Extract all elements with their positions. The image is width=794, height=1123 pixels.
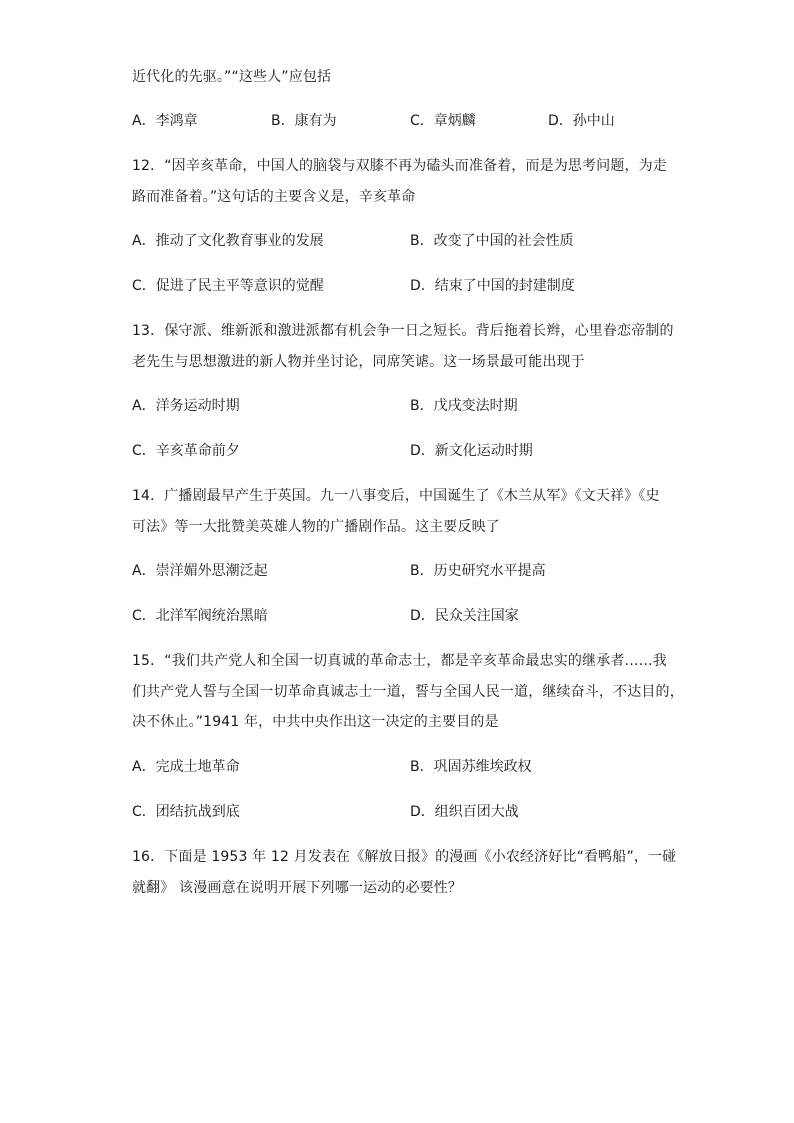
q11-option-b: B．康有为 [271, 113, 337, 129]
q13-option-d: D．新文化运动时期 [410, 443, 533, 459]
q12-option-d: D．结束了中国的封建制度 [410, 278, 575, 294]
q14-option-a: A．崇洋媚外思潮泛起 [132, 563, 268, 579]
q15-option-a: A．完成土地革命 [132, 759, 240, 775]
q12-option-b: B．改变了中国的社会性质 [410, 233, 574, 249]
q12-stem-line-1: 12．“因辛亥革命，中国人的脑袋与双膝不再为磕头而准备着，而是为思考问题，为走 [132, 158, 667, 174]
q15-option-d: D．组织百团大战 [410, 804, 519, 820]
q15-stem-line-2: 们共产党人誓与全国一切革命真诚志士一道，誓与全国人民一道，继续奋斗，不达目的， [132, 684, 684, 700]
q15-stem-line-3: 决不休止。”1941 年，中共中央作出这一决定的主要目的是 [132, 714, 499, 730]
q13-option-c: C．辛亥革命前夕 [132, 443, 240, 459]
q14-option-d: D．民众关注国家 [410, 608, 519, 624]
q12-stem-line-2: 路而准备着。”这句话的主要含义是，辛亥革命 [132, 189, 416, 205]
q11-option-d: D．孙中山 [548, 113, 615, 129]
q16-stem-line-1: 16．下面是 1953 年 12 月发表在《解放日报》的漫画《小农经济好比“看鸭船”，一碰 [132, 849, 677, 865]
q13-stem-line-2: 老先生与思想激进的新人物并坐讨论，同席笑谑。这一场景最可能出现于 [132, 354, 585, 370]
q14-stem-line-2: 可法》等一大批赞美英雄人物的广播剧作品。这主要反映了 [132, 519, 500, 535]
q11-stem-tail: 近代化的先驱。”“这些人”应包括 [132, 69, 332, 85]
q15-option-b: B．巩固苏维埃政权 [410, 759, 532, 775]
q15-option-c: C．团结抗战到底 [132, 804, 240, 820]
q14-option-c: C．北洋军阀统治黑暗 [132, 608, 268, 624]
q12-option-a: A．推动了文化教育事业的发展 [132, 233, 324, 249]
q14-stem-line-1: 14．广播剧最早产生于英国。九一八事变后，中国诞生了《木兰从军》《文天祥》《史 [132, 488, 660, 504]
q15-stem-line-1: 15．“我们共产党人和全国一切真诚的革命志士，都是辛亥革命最忠实的继承者……我 [132, 653, 667, 669]
q16-stem-line-2: 就翻》 该漫画意在说明开展下列哪一运动的必要性？ [132, 880, 463, 896]
q11-option-a: A．李鸿章 [132, 113, 198, 129]
q14-option-b: B．历史研究水平提高 [410, 563, 546, 579]
q11-option-c: C．章炳麟 [410, 113, 476, 129]
q12-option-c: C．促进了民主平等意识的觉醒 [132, 278, 324, 294]
q13-option-b: B．戊戌变法时期 [410, 398, 518, 414]
q13-option-a: A．洋务运动时期 [132, 398, 240, 414]
q13-stem-line-1: 13．保守派、维新派和激进派都有机会争一日之短长。背后拖着长辫，心里眷恋帝制的 [132, 323, 674, 339]
